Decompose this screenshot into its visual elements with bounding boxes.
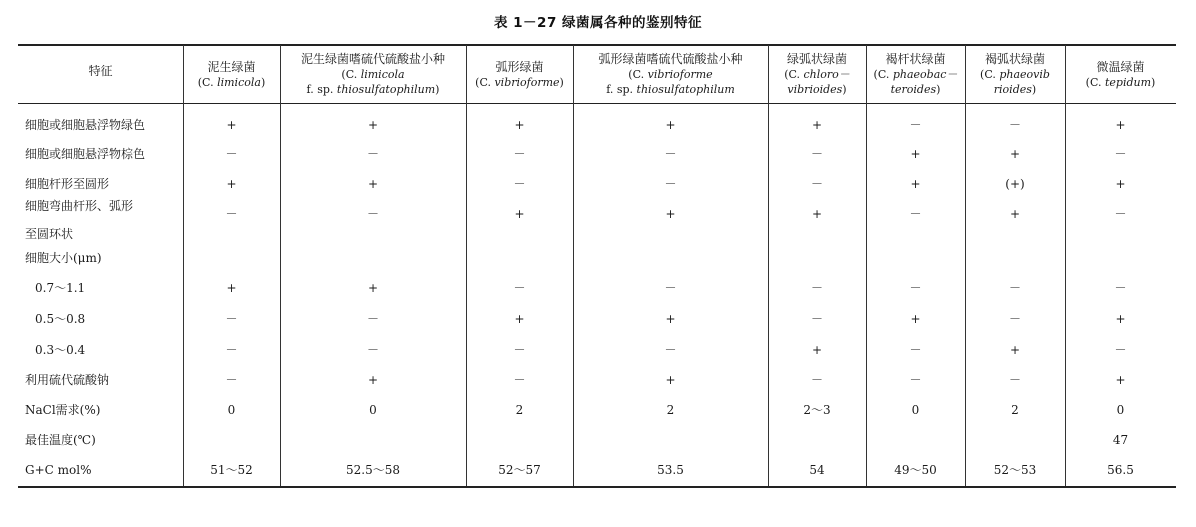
table-cell: +: [1009, 147, 1021, 161]
feature-header: [18, 64, 183, 79]
table-header-rule: [18, 103, 1176, 104]
species-header: [280, 52, 466, 97]
table-cell: +: [665, 373, 676, 387]
row-label-line: NaCl需求(%): [25, 403, 101, 417]
table-cell: 52～53: [993, 463, 1037, 477]
row-label: [35, 342, 85, 358]
table-cell: +: [665, 118, 676, 132]
row-label: [25, 462, 91, 478]
species-name-cn: 褐弧状绿菌: [984, 52, 1045, 66]
feature-header-label: 特征: [88, 64, 113, 78]
table-cell: 54: [809, 463, 825, 477]
row-label-line: 细胞杆形至圆形: [25, 177, 110, 191]
table-cell: －: [664, 281, 677, 295]
table-cell: +: [226, 177, 237, 191]
table-cell: 52.5～58: [346, 463, 400, 477]
species-header: [965, 52, 1065, 97]
table-cell: 53.5: [657, 463, 684, 477]
species-name-cn: 泥生绿菌: [207, 60, 256, 74]
species-header: [573, 52, 768, 97]
table-cell: －: [513, 373, 526, 387]
table-cell: 51～52: [210, 463, 253, 477]
table-cell: －: [225, 147, 238, 161]
species-name-latin: (C. phaeobac－: [873, 68, 958, 81]
table-cell: +: [1009, 207, 1021, 221]
table-cell: －: [225, 207, 238, 221]
species-name-latin: (C. chloro－: [784, 68, 850, 81]
table-cell: +: [1009, 343, 1021, 357]
row-label-line: 0.5～0.8: [35, 312, 86, 326]
table-cell: －: [810, 177, 823, 191]
table-cell: －: [1008, 118, 1021, 132]
species-name-latin: teroides): [890, 83, 941, 96]
table-cell: 0: [227, 403, 236, 417]
species-name-latin: f. sp. thiosulfatophilum: [606, 83, 735, 96]
table-cell: +: [665, 207, 676, 221]
table-cell: －: [225, 343, 238, 357]
species-name-latin: vibrioides): [787, 83, 847, 96]
table-cell: +: [226, 118, 237, 132]
table-cell: 52～57: [498, 463, 541, 477]
species-name-latin: rioides): [993, 83, 1037, 96]
table-cell: －: [1008, 312, 1021, 326]
table-cell: 56.5: [1107, 463, 1134, 477]
table-cell: 2～3: [803, 403, 831, 417]
table-cell: －: [1008, 281, 1021, 295]
table-cell: －: [810, 281, 823, 295]
row-label: [25, 176, 109, 192]
table-cell: －: [366, 147, 379, 161]
column-divider: [965, 45, 966, 486]
species-name-latin: (C. limicola): [197, 76, 266, 89]
table-title: 表 1－27 绿菌属各种的鉴别特征: [493, 15, 703, 31]
table-cell: －: [810, 373, 823, 387]
row-label-line: 最佳温度(℃): [25, 433, 96, 447]
table-cell: 0: [369, 403, 377, 417]
table-cell: +: [514, 312, 525, 326]
table-cell: －: [909, 118, 922, 132]
table-cell: (+): [1005, 177, 1025, 191]
row-label: [25, 432, 96, 448]
species-name-cn: 微温绿菌: [1096, 60, 1145, 74]
table-cell: －: [225, 312, 238, 326]
row-label-line: 细胞弯曲杆形、弧形: [25, 199, 134, 213]
species-name-cn: 绿弧状绿菌: [786, 52, 847, 66]
table-cell: －: [810, 147, 823, 161]
table-cell: －: [810, 312, 823, 326]
table-cell: 49～50: [894, 463, 937, 477]
species-header: [1065, 60, 1176, 90]
row-label-line: 细胞大小(μm): [25, 251, 102, 265]
column-divider: [866, 45, 867, 486]
column-divider: [466, 45, 467, 486]
table-cell: －: [513, 281, 526, 295]
table-cell: +: [1115, 373, 1126, 387]
table-cell: －: [513, 147, 526, 161]
table-cell: 2: [515, 403, 524, 417]
table-cell: －: [664, 147, 677, 161]
row-label: [25, 372, 109, 388]
table-cell: －: [664, 343, 677, 357]
row-label: [25, 250, 102, 266]
species-header: [466, 60, 573, 90]
table-cell: +: [910, 147, 921, 161]
table-cell: +: [910, 312, 921, 326]
row-label-line: 细胞或细胞悬浮物绿色: [25, 118, 146, 132]
table-cell: +: [910, 177, 921, 191]
table-cell: －: [1114, 147, 1127, 161]
table-cell: －: [909, 207, 922, 221]
table-cell: +: [1115, 312, 1126, 326]
species-name-latin: (C. vibrioforme): [475, 76, 564, 89]
species-header: [183, 60, 280, 90]
row-label: [25, 192, 133, 248]
species-name-latin: (C. limicola: [341, 68, 405, 81]
table-cell: +: [811, 118, 823, 132]
table-cell: －: [513, 343, 526, 357]
row-label: [25, 402, 100, 418]
table-bottom-rule: [18, 486, 1176, 488]
table-top-rule: [18, 44, 1176, 46]
row-label-line: 0.7～1.1: [35, 281, 86, 295]
species-name-latin: (C. vibrioforme: [628, 68, 713, 81]
row-label: [25, 117, 145, 133]
table-cell: －: [225, 373, 238, 387]
table-cell: 47: [1112, 433, 1129, 447]
table-cell: +: [514, 207, 525, 221]
row-label: [35, 280, 85, 296]
table-cell: +: [665, 312, 676, 326]
table-cell: +: [367, 373, 379, 387]
species-name-cn: 弧形绿菌: [495, 60, 544, 74]
table-cell: －: [909, 343, 922, 357]
species-header: [768, 52, 866, 97]
table-cell: －: [1114, 343, 1127, 357]
species-name-cn: 弧形绿菌嗜硫代硫酸盐小种: [598, 52, 743, 66]
table-cell: 2: [1011, 403, 1019, 417]
row-label-line: 至圆环状: [25, 227, 74, 241]
table-cell: －: [909, 281, 922, 295]
table-cell: +: [226, 281, 237, 295]
species-name-cn: 泥生绿菌嗜硫代硫酸盐小种: [300, 52, 445, 66]
species-header: [866, 52, 965, 97]
column-divider: [183, 45, 184, 486]
table-cell: +: [367, 177, 379, 191]
table-cell: －: [664, 177, 677, 191]
species-name-latin: (C. tepidum): [1085, 76, 1156, 89]
row-label-line: 利用硫代硫酸钠: [25, 373, 110, 387]
row-label-line: 0.3～0.4: [35, 343, 86, 357]
species-name-latin: (C. phaeovib: [980, 68, 1050, 81]
row-label-line: 细胞或细胞悬浮物棕色: [25, 147, 146, 161]
table-cell: +: [811, 343, 823, 357]
species-name-cn: 褐杆状绿菌: [885, 52, 946, 66]
species-name-latin: f. sp. thiosulfatophilum): [306, 83, 440, 96]
table-cell: +: [367, 281, 379, 295]
column-divider: [768, 45, 769, 486]
table-cell: －: [366, 207, 379, 221]
table-cell: +: [1115, 177, 1126, 191]
table-cell: +: [367, 118, 379, 132]
table-cell: +: [811, 207, 823, 221]
table-cell: －: [1114, 281, 1127, 295]
table-cell: －: [1114, 207, 1127, 221]
table-cell: +: [1115, 118, 1126, 132]
column-divider: [280, 45, 281, 486]
table-cell: －: [366, 343, 379, 357]
column-divider: [1065, 45, 1066, 486]
table-cell: －: [513, 177, 526, 191]
table-cell: 0: [1116, 403, 1125, 417]
table-cell: 0: [911, 403, 920, 417]
row-label-line: G+C mol%: [25, 463, 92, 477]
table-cell: +: [514, 118, 525, 132]
row-label: [25, 146, 145, 162]
table-cell: 2: [666, 403, 675, 417]
table-cell: －: [366, 312, 379, 326]
table-cell: －: [909, 373, 922, 387]
row-label: [35, 311, 85, 327]
table-cell: －: [1008, 373, 1021, 387]
column-divider: [573, 45, 574, 486]
